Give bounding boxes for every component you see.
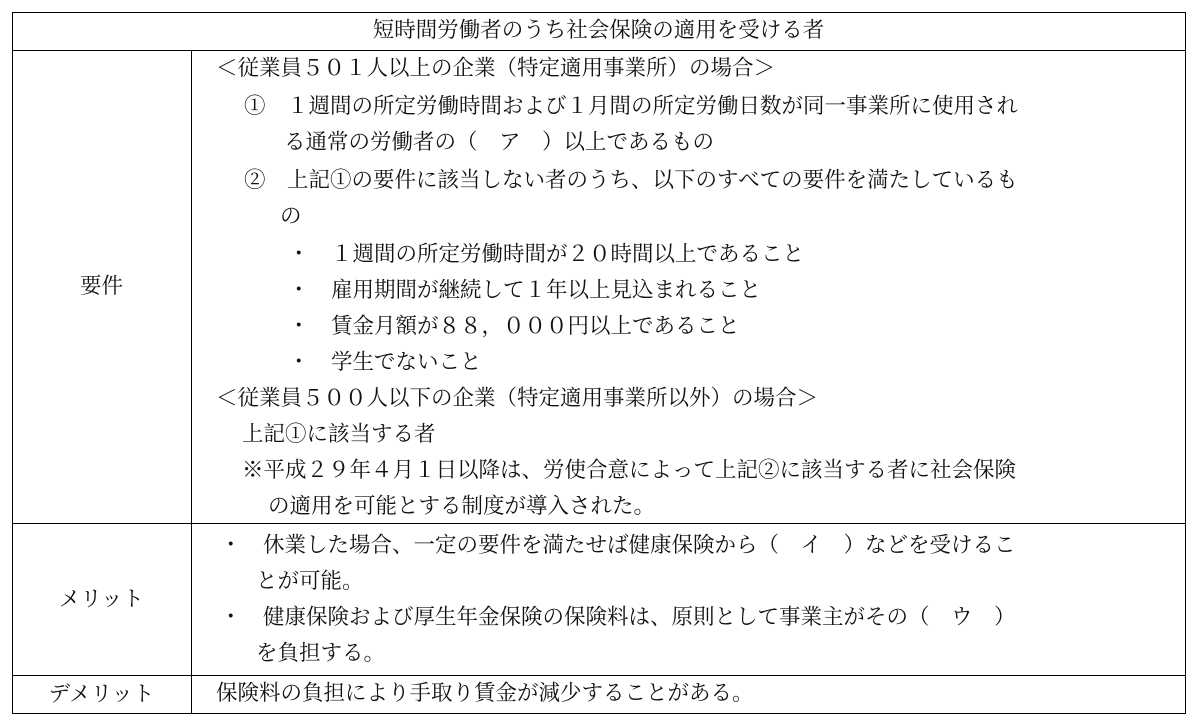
requirements-label: 要件 [79,274,123,299]
requirement-item2-line2: の [280,204,302,229]
merits-label: メリット [58,586,145,612]
table-title: 短時間労働者のうち社会保険の適用を受ける者 [372,18,825,43]
requirement-item2-line1: ② 上記①の要件に該当しない者のうち、以下のすべての要件を満たしているも [244,168,1018,193]
demerits-cell [192,676,1184,713]
requirement-bullet: ・ 雇用期間が継続して１年以上見込まれること [288,278,762,303]
requirements-cell [192,51,1184,523]
requirement-item1-line2: る通常の労働者の（ ア ）以上であるもの [284,130,715,155]
merit2-line2: を負担する。 [256,641,386,666]
merits-cell [192,524,1184,675]
requirements-heading-small: ＜従業員５００人以下の企業（特定適用事業所以外）の場合＞ [216,386,819,411]
table-border-right [1185,12,1186,714]
requirement-bullet: ・ １週間の所定労働時間が２０時間以上であること [288,242,805,267]
requirement-item1-line1: ① １週間の所定労働時間および１月間の所定労働日数が同一事業所に使用され [244,94,1019,119]
requirement-note-line2: の適用を可能とする制度が導入された。 [268,494,656,519]
demerit-text: 保険料の負担により手取り賃金が減少することがある。 [216,681,754,706]
merit1-line1: ・ 休業した場合、一定の要件を満たせば健康保険から（ イ ）などを受けるこ [220,533,1016,558]
merit2-line1: ・ 健康保険および厚生年金保険の保険料は、原則として事業主がその（ ウ ） [220,605,1016,630]
requirement-small-line: 上記①に該当する者 [242,422,436,447]
requirement-bullet: ・ 賃金月額が８８，０００円以上であること [288,314,740,339]
table-border-bottom [12,713,1186,714]
demerits-label: デメリット [48,681,155,707]
requirement-note-line1: ※平成２９年４月１日以降は、労使合意によって上記②に該当する者に社会保険 [242,458,1017,483]
requirements-heading-large: ＜従業員５０１人以上の企業（特定適用事業所）の場合＞ [216,56,776,81]
requirement-bullet: ・ 学生でないこと [288,350,482,375]
merit1-line2: とが可能。 [256,569,364,594]
